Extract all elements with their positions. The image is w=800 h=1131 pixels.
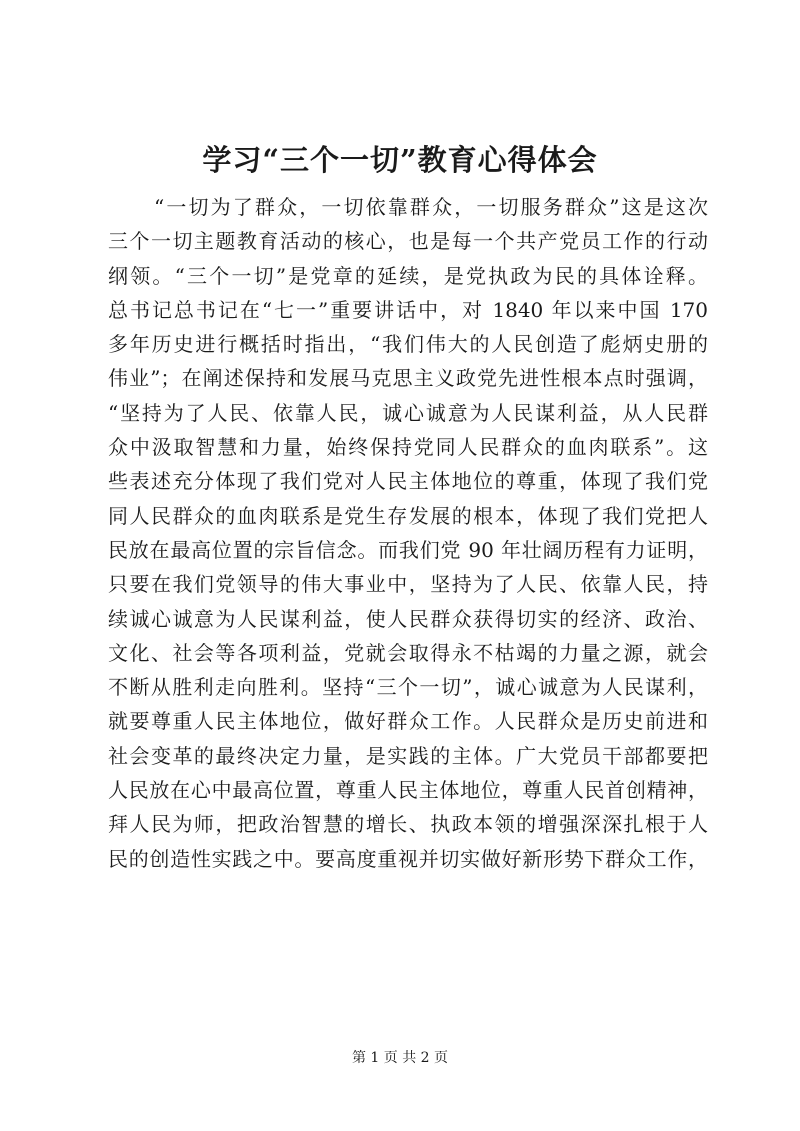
page-footer: 第 1 页 共 2 页 [351,1050,449,1066]
body-line: 三个一切主题教育活动的核心，也是每一个共产党员工作的行动 [108,229,708,254]
body-line: 社会变革的最终决定力量，是实践的主体。广大党员干部都要把 [108,743,708,768]
body-line: 民的创造性实践之中。要高度重视并切实做好新形势下群众工作， [108,846,708,871]
body-line: 纲领。“三个一切”是党章的延续，是党执政为民的具体诠释。 [108,263,708,288]
body-line: 续诚心诚意为人民谋利益，使人民群众获得切实的经济、政治、 [108,606,708,631]
body-line: 伟业”；在阐述保持和发展马克思主义政党先进性根本点时强调， [108,366,708,391]
body-line: 众中汲取智慧和力量，始终保持党同人民群众的血肉联系”。这 [108,435,708,460]
body-line: 文化、社会等各项利益，党就会取得永不枯竭的力量之源，就会 [108,640,708,665]
body-line: 就要尊重人民主体地位，做好群众工作。人民群众是历史前进和 [108,709,708,734]
body-line: 民放在最高位置的宗旨信念。而我们党 90 年壮阔历程有力证明， [108,537,708,562]
document-title: 学习“三个一切”教育心得体会 [202,143,598,177]
body-line: “一切为了群众，一切依靠群众，一切服务群众”这是这次 [154,195,708,219]
body-line: “坚持为了人民、依靠人民，诚心诚意为人民谋利益，从人民群 [108,400,708,425]
body-line: 多年历史进行概括时指出，“我们伟大的人民创造了彪炳史册的 [108,332,708,357]
body-line: 不断从胜利走向胜利。坚持“三个一切”，诚心诚意为人民谋利， [108,675,708,700]
body-line: 总书记总书记在“七一”重要讲话中，对 1840 年以来中国 170 [108,297,708,322]
body-line: 只要在我们党领导的伟大事业中，坚持为了人民、依靠人民，持 [108,572,708,597]
body-line: 同人民群众的血肉联系是党生存发展的根本，体现了我们党把人 [108,503,708,528]
body-line: 些表述充分体现了我们党对人民主体地位的尊重，体现了我们党 [108,469,708,494]
body-paragraph [108,190,708,876]
body-line: 人民放在心中最高位置，尊重人民主体地位，尊重人民首创精神， [108,778,708,803]
body-line: 拜人民为师，把政治智慧的增长、执政本领的增强深深扎根于人 [108,812,708,837]
